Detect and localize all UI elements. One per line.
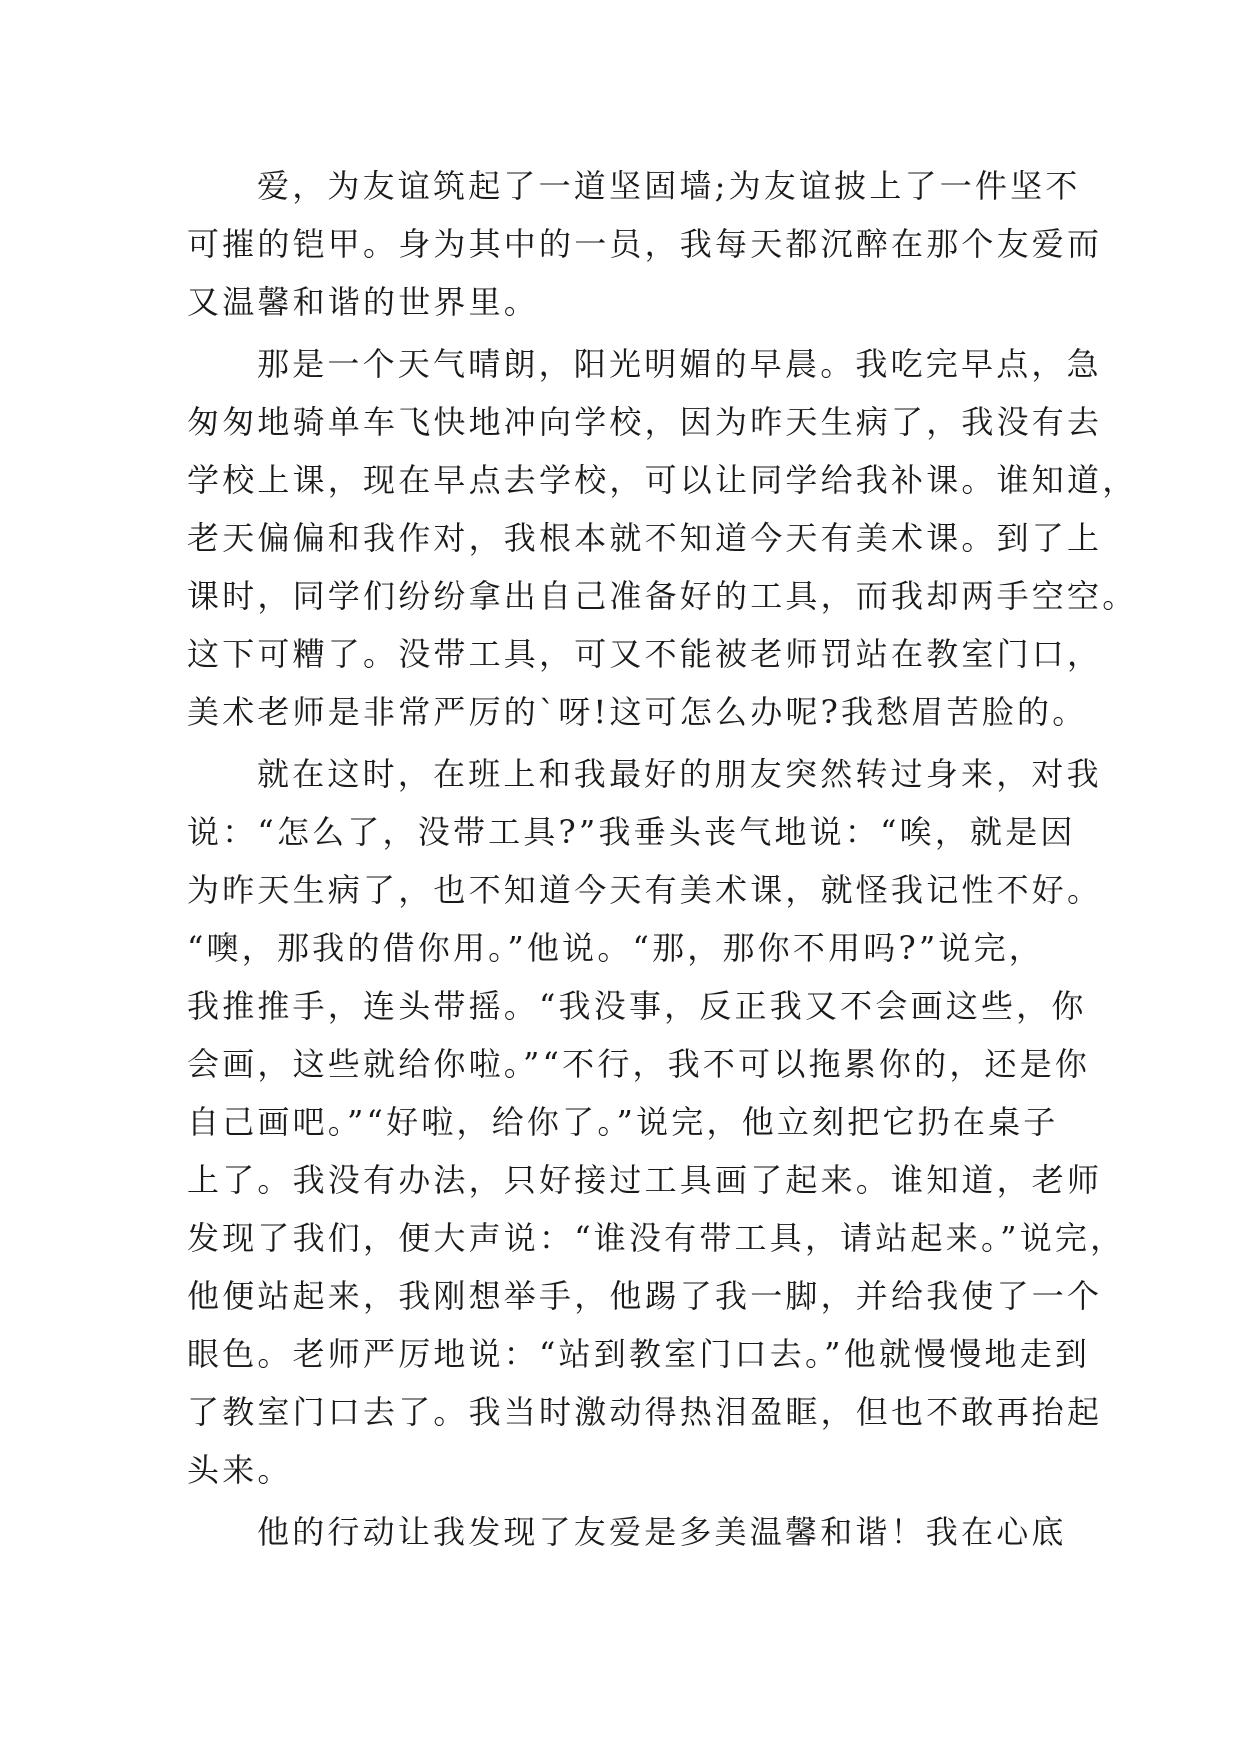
document-body [187, 157, 1138, 1561]
paragraph [187, 1503, 1067, 1561]
text-line: 匆匆地骑单车飞快地冲向学校，因为昨天生病了，我没有去 [187, 403, 1103, 441]
text-line: “噢，那我的借你用。”他说。“那，那你不用吗?”说完， [187, 929, 1044, 967]
text-line: 他的行动让我发现了友爱是多美温馨和谐！我在心底 [257, 1513, 1067, 1551]
text-line: 可摧的铠甲。身为其中的一员，我每天都沉醉在那个友爱而 [187, 225, 1103, 263]
text-line: 头来。 [187, 1451, 293, 1489]
text-line: 上了。我没有办法，只好接过工具画了起来。谁知道，老师 [187, 1161, 1103, 1199]
text-line: 这下可糟了。没带工具，可又不能被老师罚站在教室门口， [187, 635, 1103, 673]
text-line: 爱，为友谊筑起了一道坚固墙;为友谊披上了一件坚不 [257, 167, 1081, 205]
paragraph [187, 157, 1103, 331]
text-line: 老天偏偏和我作对，我根本就不知道今天有美术课。到了上 [187, 519, 1103, 557]
text-line: 说：“怎么了，没带工具?”我垂头丧气地说：“唉，就是因 [187, 813, 1076, 851]
text-line: 美术老师是非常严厉的`呀!这可怎么办呢?我愁眉苦脸的。 [187, 693, 1088, 731]
text-line: 我推推手，连头带摇。“我没事，反正我又不会画这些，你 [187, 987, 1087, 1025]
text-line: 眼色。老师严厉地说：“站到教室门口去。”他就慢慢地走到 [187, 1335, 1091, 1373]
text-line: 发现了我们，便大声说：“谁没有带工具，请站起来。”说完， [187, 1219, 1126, 1257]
text-line: 自己画吧。”“好啦，给你了。”说完，他立刻把它扔在桌子 [187, 1103, 1059, 1141]
text-line: 会画，这些就给你啦。”“不行，我不可以拖累你的，还是你 [187, 1045, 1091, 1083]
text-line: 就在这时，在班上和我最好的朋友突然转过身来，对我 [257, 755, 1102, 793]
text-line: 那是一个天气晴朗，阳光明媚的早晨。我吃完早点，急 [257, 345, 1102, 383]
text-line: 为昨天生病了，也不知道今天有美术课，就怪我记性不好。 [187, 871, 1103, 909]
paragraph [187, 745, 1126, 1499]
text-line: 了教室门口去了。我当时激动得热泪盈眶，但也不敢再抬起 [187, 1393, 1103, 1431]
text-line: 学校上课，现在早点去学校，可以让同学给我补课。谁知道， [187, 461, 1138, 499]
text-line: 课时，同学们纷纷拿出自己准备好的工具，而我却两手空空。 [187, 577, 1138, 615]
text-line: 又温馨和谐的世界里。 [187, 283, 540, 321]
text-line: 他便站起来，我刚想举手，他踢了我一脚，并给我使了一个 [187, 1277, 1103, 1315]
paragraph [187, 335, 1138, 741]
